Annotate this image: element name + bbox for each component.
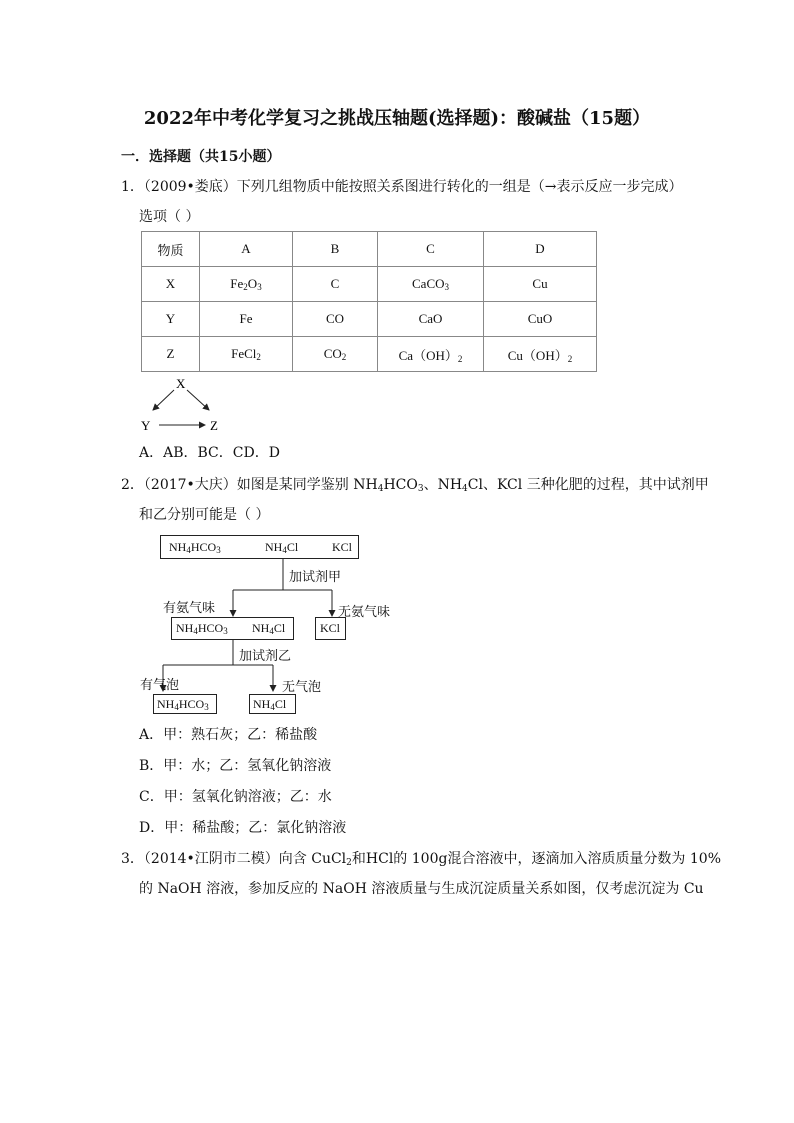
table-cell: Z (142, 337, 200, 372)
table-cell: Y (142, 302, 200, 337)
table-row (142, 302, 597, 337)
node-x: X (176, 376, 186, 391)
table-cell: CO (293, 302, 378, 337)
q1-stem-line1: 1．（2009•娄底）下列几组物质中能按照关系图进行转化的一组是（→表示反应一步完成） (121, 179, 683, 195)
q2-option-a: A．甲：熟石灰；乙：稀盐酸 (139, 727, 318, 743)
table-cell: $CO_2$ (293, 337, 378, 372)
flow-step-reagent-a: 加试剂甲 (289, 570, 342, 585)
xyz-relation-diagram (135, 374, 225, 436)
flow-label-no-bubbles: 无气泡 (282, 680, 322, 695)
q3-stem-line1: 3．（2014•江阴市二模）向含 CuCl$_2$和HCl的 100g混合溶液中，逐滴加入溶质质量分数为 10% (121, 851, 722, 868)
flow-label-no-ammonia-smell: 无氨气味 (338, 605, 391, 620)
q2-stem-line1: 2．（2017•大庆）如图是某同学鉴别 $NH_4HCO_3$、$NH_4Cl$、KCl 三种化肥的过程，其中试剂甲 (121, 477, 709, 494)
table-cell: $Fe_2O_3$ (200, 267, 293, 302)
table-cell: CuO (484, 302, 597, 337)
arrow-x-to-z (187, 390, 209, 410)
table-header-cell: C (378, 232, 484, 267)
section-heading: 一．选择题（共15小题） (121, 149, 281, 165)
flow-box-nh4cl: $NH_4Cl$ (249, 694, 296, 714)
flow-box-kcl: KCl (315, 617, 346, 640)
q3-stem-line2: 的 NaOH 溶液，参加反应的 NaOH 溶液质量与生成沉淀质量关系如图，仅考虑沉淀为 Cu (139, 881, 704, 897)
flow-label-ammonia-smell: 有氨气味 (163, 601, 216, 616)
table-cell: $Cu(OH)_2$ (484, 337, 597, 372)
table-row (142, 267, 597, 302)
flow-step-reagent-b: 加试剂乙 (239, 649, 292, 664)
q1-table (141, 231, 597, 372)
flow-box-nh4hco3: $NH_4HCO_3$ (153, 694, 217, 714)
table-header-cell: A (200, 232, 293, 267)
table-cell: X (142, 267, 200, 302)
flow-box-all-fertilizers: $NH_4HCO_3$ $NH_4Cl$ KCl (160, 535, 359, 559)
q1-stem-line2: 选项（ ） (139, 209, 200, 225)
node-z: Z (210, 418, 218, 433)
table-header-row (142, 232, 597, 267)
table-header-cell: 物质 (142, 232, 200, 267)
flow-box-ammonium-salts: $NH_4HCO_3$ $NH_4Cl$ (171, 617, 294, 640)
table-cell: FeCl$_2$ (200, 337, 293, 372)
table-header-cell: B (293, 232, 378, 267)
page-title: 2022年中考化学复习之挑战压轴题(选择题)：酸碱盐（15题） (143, 108, 651, 129)
node-y: Y (141, 418, 151, 433)
arrow-x-to-y (153, 390, 174, 410)
q2-option-c: C．甲：氢氧化钠溶液；乙：水 (139, 789, 332, 805)
q2-stem-line2: 和乙分别可能是（ ） (139, 507, 270, 523)
table-cell: CaO (378, 302, 484, 337)
table-cell: CaCO$_3$ (378, 267, 484, 302)
table-cell: Cu (484, 267, 597, 302)
table-cell: Fe (200, 302, 293, 337)
q2-option-b: B．甲：水；乙：氢氧化钠溶液 (139, 758, 332, 774)
flow-label-bubbles: 有气泡 (140, 678, 180, 693)
table-header-cell: D (484, 232, 597, 267)
q1-options: A．AB．BC．CD．D (139, 445, 280, 461)
q2-option-d: D．甲：稀盐酸；乙：氯化钠溶液 (139, 820, 347, 836)
table-cell: $Ca(OH)_2$ (378, 337, 484, 372)
table-cell: C (293, 267, 378, 302)
table-row (142, 337, 597, 372)
